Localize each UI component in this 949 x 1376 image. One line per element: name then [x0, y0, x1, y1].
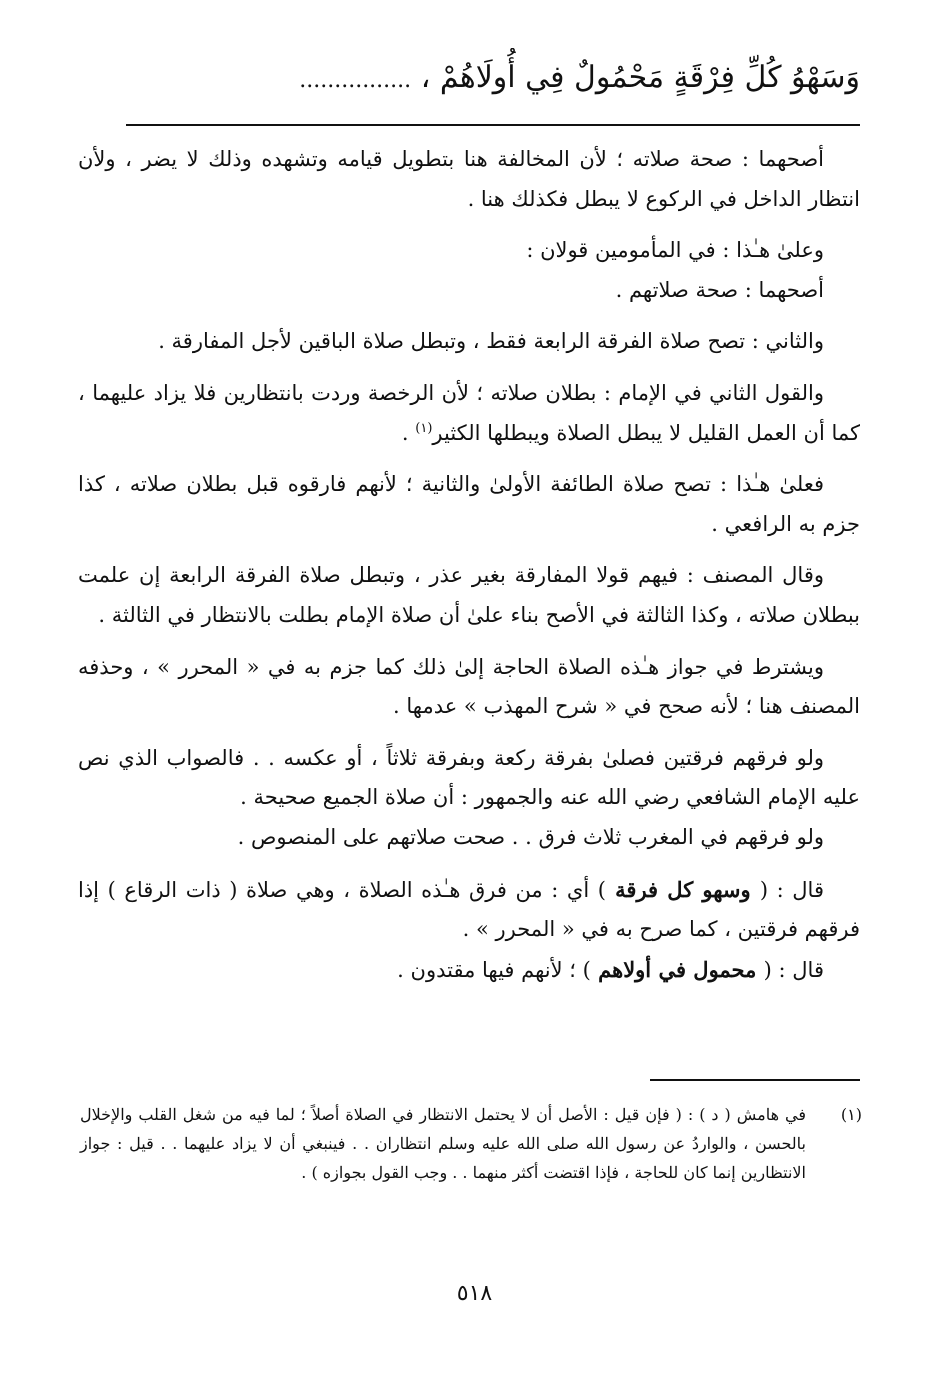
paragraph: أصحهما : صحة صلاتهم . — [615, 277, 824, 302]
footnote-number: (١) — [840, 1105, 862, 1124]
paragraph: والثاني : تصح صلاة الفرقة الرابعة فقط ، وتبطل صلاة الباقين لأجل المفارقة . — [158, 329, 824, 354]
matn-quote: محمول في أولاهم — [590, 956, 764, 982]
quote-open: قال : ( — [759, 877, 824, 902]
page-number: ٥١٨ — [456, 1281, 493, 1306]
paragraph: ولو فرقهم في المغرب ثلاث فرق . . صحت صلاتهم على المنصوص . — [237, 824, 824, 849]
footnote-divider — [650, 1079, 860, 1081]
footnote — [80, 1100, 862, 1187]
matn-quote: وسهو كل فرقة — [605, 876, 760, 902]
paragraph — [78, 374, 860, 453]
paragraph-end: . — [401, 420, 416, 445]
paragraph: وقال المصنف : فيهم قولا المفارقة بغير عذر ، وتبطل صلاة الفرقة الرابعة إن علمت ببطلان صلاته ، وكذا الثالثة في الأصح بناء علىٰ أن صلاة الإمام بطلت بالانتظار في الثالثة . — [78, 563, 860, 627]
paragraph: ولو فرقهم فرقتين فصلىٰ بفرقة ركعة وبفرقة ثلاثاً ، أو عكسه . . فالصواب الذي نص عليه الإمام الشافعي رضي الله عنه والجمهور : أن صلاة الجميع صحيحة . — [78, 745, 860, 810]
header-dots: ................ — [299, 68, 412, 93]
quote-open: قال : ( — [763, 957, 824, 982]
paragraph: فعلىٰ هـٰذا : تصح صلاة الطائفة الأولىٰ والثانية ؛ لأنهم فارقوه قبل بطلان صلاته ، كذا جزم به الرافعي . — [78, 472, 860, 536]
paragraph: وعلىٰ هـٰذا : في المأمومين قولان : — [526, 238, 824, 263]
footnote-reference[interactable]: (١) — [415, 420, 433, 436]
paragraph — [78, 870, 860, 950]
paragraph-text: ) ؛ لأنهم فيها مقتدون . — [397, 957, 591, 982]
paragraph — [78, 950, 860, 991]
paragraph-text: ) أي : من فرق هـٰذه الصلاة ، وهي صلاة ( ذات الرقاع ) إذا فرقهم فرقتين ، كما صرح به في « المحرر » . — [78, 877, 860, 942]
main-text — [78, 140, 860, 990]
running-header — [80, 48, 860, 108]
footnote-text: في هامش ( د ) : ( فإن قيل : الأصل أن لا يحتمل الانتظار في الصلاة أصلاً ؛ لما فيه من شغل القلب والإخلال بالحسن ، والواردُ عن رسول الله صلى الله عليه وسلم انتظاران . . فينبغي أن لا يزاد عليهما . . قيل : جواز الانتظارين إنما كان للحاجة ، فإذا اقتضت أكثر منهما . . وجب القول بجوازه ) . — [80, 1105, 806, 1182]
paragraph-text: والقول الثاني في الإمام : بطلان صلاته ؛ لأن الرخصة وردت بانتظارين فلا يزاد عليهما ، كما أن العمل القليل لا يبطل الصلاة ويبطلها الكثير — [78, 380, 860, 445]
paragraph: ويشترط في جواز هـٰذه الصلاة الحاجة إلىٰ ذلك كما جزم به في « المحرر » ، وحذفه المصنف هنا ؛ لأنه صحح في « شرح المهذب » عدمها . — [78, 654, 860, 719]
header-divider — [126, 124, 860, 126]
paragraph: أصحهما : صحة صلاته ؛ لأن المخالفة هنا بتطويل قيامه وتشهده وذلك لا يضر ، ولأن انتظار الداخل في الركوع لا يبطل فكذلك هنا . — [78, 147, 860, 211]
running-title: وَسَهْوُ كُلِّ فِرْقَةٍ مَحْمُولٌ فِي أُولَاهُمْ ، — [420, 60, 860, 95]
